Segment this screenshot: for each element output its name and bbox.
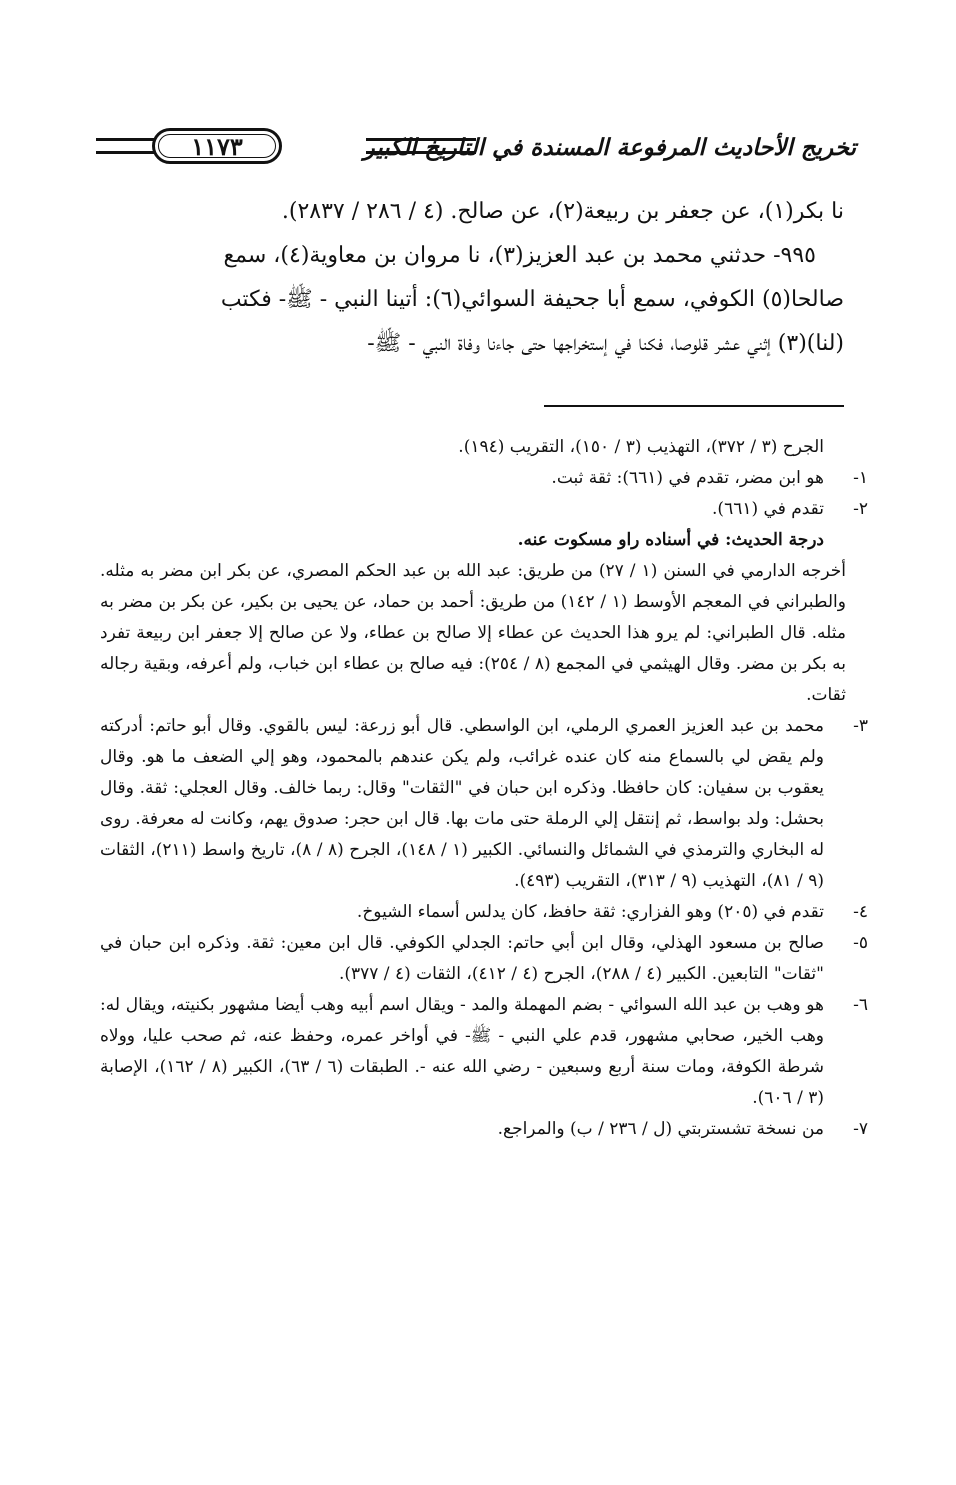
header-double-rule-end xyxy=(96,138,154,154)
hadith-grade: درجة الحديث: في أسناده راو مسكوت عنه. xyxy=(517,530,824,550)
footnote-continuation: الجرح (٣ / ٣٧٢)، التهذيب (٣ / ١٥٠)، التقريب (١٩٤). xyxy=(458,437,824,457)
footnote-number: ٢- xyxy=(853,499,868,519)
footnotes xyxy=(100,432,868,1145)
footnote-text: محمد بن عبد العزيز العمري الرملي، ابن الواسطي. قال أبو زرعة: ليس بالقوي. وقال أبو حاتم: أدركته ولم يقض لي بالسماع منه كان عنده غرائب، ولم يكن عندهم بالمحمود، وهو إلي الضعف ما هو. وقال يعقوب بن سفيان: كان حافظا. وذكره ابن حبان في "الثقات" وقال: ربما خالف. وقال العجلي: ثقة. وقال بحشل: ولد بواسط، ثم إنتقل إلي الرملة حتى مات بها. قال ابن حجر: صدوق يهم، وكانت له معرفة. روى له البخاري والترمذي في الشمائل والنسائي. الكبير (١ / ١٤٨)، الجرح (٨ / ٨)، تاريخ واسط (٢١١)، الثقات (٩ / ٨١)، التهذيب (٩ / ٣١٣)، التقريب (٤٩٣). xyxy=(100,716,825,891)
footnote-4 xyxy=(100,897,868,928)
footnote-2 xyxy=(100,494,868,525)
footnote-7 xyxy=(100,1114,868,1145)
page-number: ١١٧٣ xyxy=(191,131,243,161)
footnote-text: صالح بن مسعود الهذلي، وقال ابن أبي حاتم: الجدلي الكوفي. قال ابن معين: ثقة. وذكره ابن حبان في "ثقات" التابعين. الكبير (٤ / ٢٨٨)، الجرح (٤ / ٤١٢)، الثقات (٤ / ٣٧٧). xyxy=(100,933,824,984)
footnote-number: ٧- xyxy=(853,1119,868,1139)
footnote-text: تقدم في (٦٦١). xyxy=(712,499,824,519)
footnote-divider xyxy=(544,405,844,407)
footnote-number: ٥- xyxy=(853,933,868,953)
footnote-text: هو وهب بن عبد الله السوائي - بضم المهملة والمد - ويقال اسم أبيه وهب أيضا مشهور بكنيته، ويقال له: وهب الخير، صحابي مشهور، قدم علي النبي - ﷺ- في أواخر عمره، وحفظ عنه، ثم صحب عليا، وولاه شرطة الكوفة، ومات سنة أربع وسبعين - رضي الله عنه -. الطبقات (٦ / ٦٣)، الكبير (٨ / ١٦٢)، الإصابة (٣ / ٦٠٦). xyxy=(100,995,825,1108)
footnote-text: تقدم في (٢٠٥) وهو الفزاري: ثقة حافظ، كان يدلس أسماء الشيوخ. xyxy=(356,902,824,922)
page-number-badge xyxy=(152,128,282,164)
footnote-text: هو ابن مضر، تقدم في (٦٦١): ثقة ثبت. xyxy=(551,468,824,488)
footnote-5 xyxy=(100,928,868,990)
takhrij-paragraph: أخرجه الدارمي في السنن (١ / ٢٧) من طريق: عبد الله بن عبد الحكم المصري، عن بكر ابن مضر به مثله. والطبراني في المعجم الأوسط (١ / ١٤٢) من طريق: أحمد بن حماد، عن يحيى بن بكير، عن بكر بن مضر به مثله. قال الطبراني: لم يرو هذا الحديث عن عطاء إلا صالح بن عطاء، ولا عن صالح إلا جعفر ابن ربيعة تفرد به بكر بن مضر. وقال الهيثمي في المجمع (٨ / ٢٥٤): فيه صالح بن عطاء ابن خباب، ولم أعرفه، وبقية رجاله ثقات. xyxy=(100,561,847,705)
main-line: صالحا(٥) الكوفي، سمع أبا جحيفة السوائي(٦): أتينا النبي - ﷺ- فكتب xyxy=(220,287,844,312)
footnote-number: ٣- xyxy=(853,716,868,736)
main-line: نا بكر(١)، عن جعفر بن ربيعة(٢)، عن صالح. (٤ / ٢٨٦ / ٢٨٣٧). xyxy=(281,199,844,224)
main-line: (لنا)(٣) إثني عشر قلوصا، فكنا في إستخراجها حتى جاءنا وفاة النبي - ﷺ- xyxy=(367,331,844,356)
footnote-1 xyxy=(100,463,868,494)
footnote-number: ١- xyxy=(853,468,868,488)
footnote-text: من نسخة تشستربتي (ل / ٢٣٦ / ب) والمراجع. xyxy=(497,1119,824,1139)
running-header xyxy=(96,128,856,168)
header-double-rule xyxy=(366,138,476,154)
hadith-995-line: ٩٩٥- حدثني محمد بن عبد العزيز(٣)، نا مروان بن معاوية(٤)، سمع xyxy=(223,243,816,268)
footnote-number: ٤- xyxy=(853,902,868,922)
footnote-number: ٦- xyxy=(853,995,868,1015)
footnote-3 xyxy=(100,711,868,897)
footnote-6 xyxy=(100,990,868,1114)
hadith-text xyxy=(102,190,844,366)
book-title: تخريج الأحاديث المرفوعة المسندة في التاريخ الكبير xyxy=(363,134,856,161)
